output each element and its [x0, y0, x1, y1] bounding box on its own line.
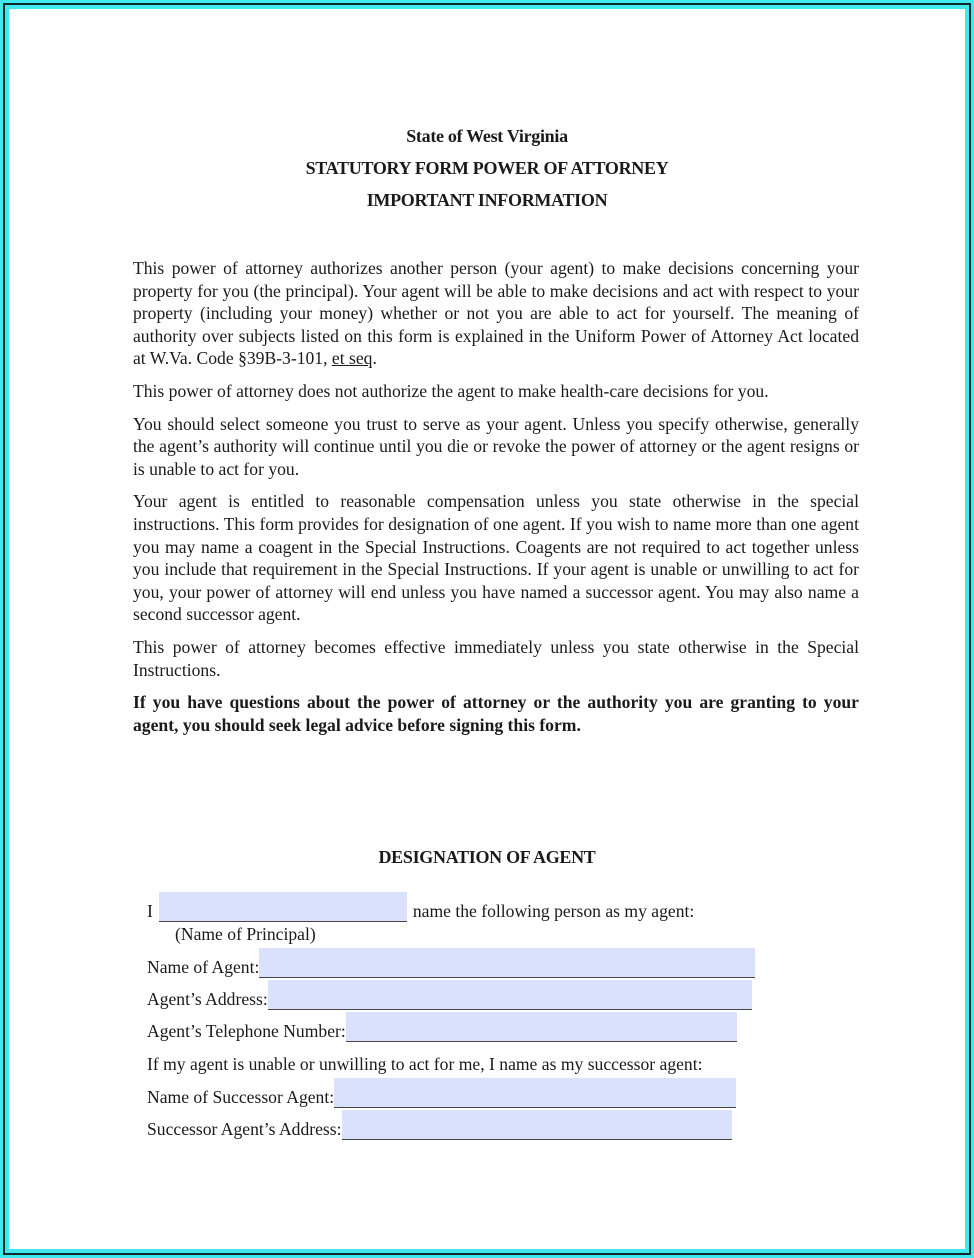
successor-intro: If my agent is unable or unwilling to act for me, I name as my successor agent:	[147, 1054, 703, 1074]
successor-address-row	[147, 1110, 732, 1140]
paragraph-5: This power of attorney becomes effective immediately unless you state otherwise in the Special Instructions.	[133, 636, 859, 680]
state-title: State of West Virginia	[406, 126, 568, 146]
agent-address-label: Agent’s Address:	[147, 989, 268, 1009]
form-title: STATUTORY FORM POWER OF ATTORNEY	[305, 158, 669, 178]
successor-address-label: Successor Agent’s Address:	[147, 1119, 342, 1139]
et-seq-text: et seq	[331, 348, 373, 369]
important-info-heading: IMPORTANT INFORMATION	[366, 190, 608, 210]
i-label: I	[147, 901, 153, 921]
designation-heading: DESIGNATION OF AGENT	[378, 847, 596, 867]
successor-name-field[interactable]	[334, 1078, 736, 1108]
agent-name-label: Name of Agent:	[147, 957, 260, 977]
agent-address-field[interactable]	[268, 980, 752, 1010]
agent-phone-field[interactable]	[346, 1012, 737, 1042]
agent-phone-label: Agent’s Telephone Number:	[147, 1021, 346, 1041]
principal-name-field[interactable]	[159, 892, 407, 922]
paragraph-4: Your agent is entitled to reasonable compensation unless you state otherwise in the special instructions. This form provides for designation of one agent. If you wish to name more than one agent you may name a coagent in the Special Instructions. Coagents are not required to act together unless you include that requirement in the Special Instructions. If your agent is unable or unwilling to act for you, your power of attorney will end unless you have named a successor agent. You may also name a second successor agent.	[133, 491, 859, 625]
information-text	[133, 257, 859, 746]
successor-name-row	[147, 1078, 736, 1108]
paragraph-1-text: This power of attorney authorizes another person (your agent) to make decisions concerning your property for you (the principal). Your agent will be able to make decisions and act with respect to your property (including your money) whether or not you are able to act for yourself. The meaning of authority over subjects listed on this form is explained in the Uniform Power of Attorney Act located at W.Va. Code §39B-3-101,	[133, 258, 859, 369]
agent-name-field[interactable]	[259, 948, 755, 978]
successor-name-label: Name of Successor Agent:	[147, 1087, 335, 1107]
paragraph-1	[133, 257, 859, 370]
principal-caption: (Name of Principal)	[175, 924, 316, 944]
document-page	[9, 9, 965, 1249]
paragraph-1-end: .	[372, 348, 377, 369]
paragraph-2: This power of attorney does not authorize the agent to make health-care decisions for you.	[133, 380, 769, 401]
paragraph-3: You should select someone you trust to serve as your agent. Unless you specify otherwise, generally the agent’s authority will continue until you die or revoke the power of attorney or the agent resigns or is unable to act for you.	[133, 413, 859, 479]
principal-row	[147, 892, 694, 922]
agent-phone-row	[147, 1012, 737, 1042]
successor-address-field[interactable]	[342, 1110, 732, 1140]
agent-name-row	[147, 948, 755, 978]
legal-advice-notice: If you have questions about the power of attorney or the authority you are granting to your agent, you should seek legal advice before signing this form.	[133, 692, 859, 735]
agent-address-row	[147, 980, 752, 1010]
principal-suffix: name the following person as my agent:	[412, 901, 695, 921]
